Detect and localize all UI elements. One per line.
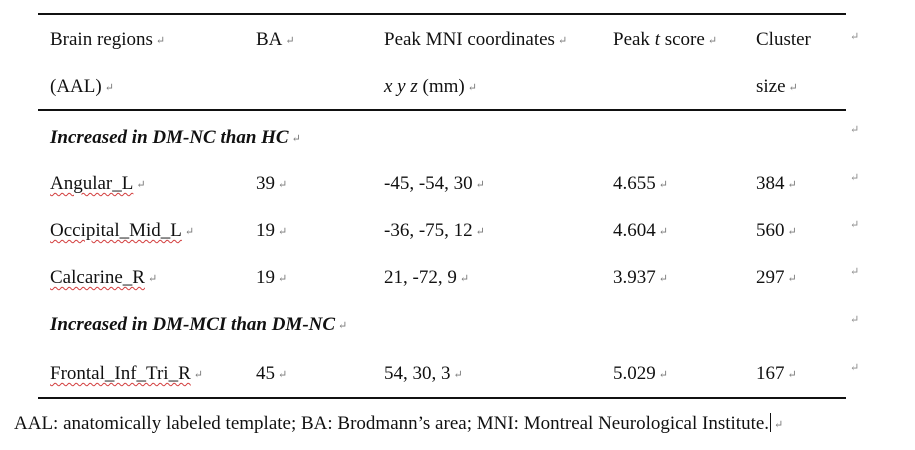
row-t: 4.655 ↵ xyxy=(613,173,668,194)
header-cluster: Cluster xyxy=(756,29,811,50)
row-size: 167 ↵ xyxy=(756,363,797,384)
row-coords: 21, -72, 9 ↵ xyxy=(384,267,470,288)
header-xyz: x y z (mm) ↵ xyxy=(384,76,477,97)
end-of-row-mark: ↵ xyxy=(850,362,860,374)
section-title-dmmci-dmnc: Increased in DM-MCI than DM-NC ↵ xyxy=(50,314,348,335)
row-size: 560 ↵ xyxy=(756,220,797,241)
end-of-row-mark: ↵ xyxy=(850,31,860,43)
section-title-dmnc-hc: Increased in DM-NC than HC ↵ xyxy=(50,127,301,148)
row-coords: 54, 30, 3 ↵ xyxy=(384,363,463,384)
table-bottom-rule xyxy=(38,397,846,399)
row-ba: 39 ↵ xyxy=(256,173,288,194)
row-t: 4.604 ↵ xyxy=(613,220,668,241)
row-size: 384 ↵ xyxy=(756,173,797,194)
row-t: 3.937 ↵ xyxy=(613,267,668,288)
header-peak-mni: Peak MNI coordinates ↵ xyxy=(384,29,568,50)
row-ba: 19 ↵ xyxy=(256,267,288,288)
table-footnote[interactable]: AAL: anatomically labeled template; BA: Brodmann’s area; MNI: Montreal Neurological Institute. ↵ xyxy=(14,413,784,434)
end-of-row-mark: ↵ xyxy=(850,219,860,231)
header-size: size ↵ xyxy=(756,76,798,97)
row-region: Angular_L ↵ xyxy=(50,173,146,194)
row-coords: -45, -54, 30 ↵ xyxy=(384,173,485,194)
row-ba: 45 ↵ xyxy=(256,363,288,384)
row-region: Occipital_Mid_L ↵ xyxy=(50,220,195,241)
header-brain-regions: Brain regions ↵ xyxy=(50,29,166,50)
row-ba: 19 ↵ xyxy=(256,220,288,241)
table-top-rule xyxy=(38,13,846,15)
row-t: 5.029 ↵ xyxy=(613,363,668,384)
header-ba: BA ↵ xyxy=(256,29,295,50)
table-header-rule xyxy=(38,109,846,111)
end-of-row-mark: ↵ xyxy=(850,266,860,278)
row-region: Calcarine_R ↵ xyxy=(50,267,158,288)
row-region: Frontal_Inf_Tri_R ↵ xyxy=(50,363,203,384)
text-cursor xyxy=(770,413,771,432)
row-size: 297 ↵ xyxy=(756,267,797,288)
end-of-row-mark: ↵ xyxy=(850,314,860,326)
header-peak-t: Peak t score ↵ xyxy=(613,29,718,50)
header-aal: (AAL) ↵ xyxy=(50,76,114,97)
end-of-row-mark: ↵ xyxy=(850,124,860,136)
row-coords: -36, -75, 12 ↵ xyxy=(384,220,485,241)
end-of-row-mark: ↵ xyxy=(850,172,860,184)
